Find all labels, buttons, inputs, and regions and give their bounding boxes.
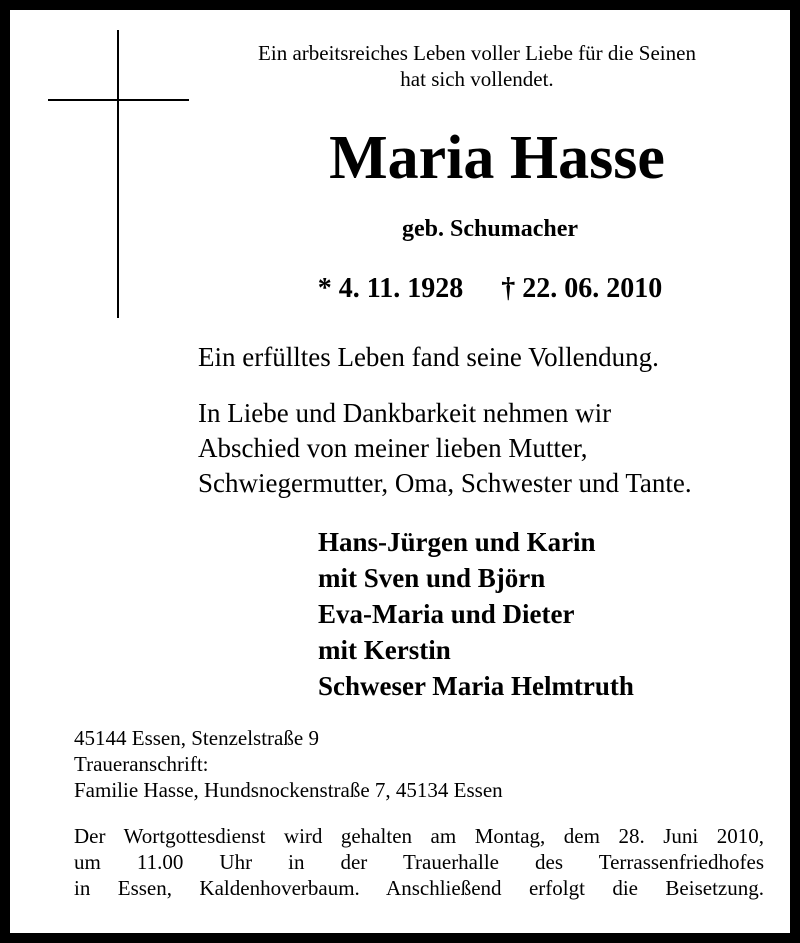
family-line-2: mit Sven und Björn — [318, 563, 546, 593]
family-line-3: Eva-Maria und Dieter — [318, 599, 575, 629]
intro-text — [190, 40, 764, 92]
farewell-line-1: In Liebe und Dankbarkeit nehmen wir — [198, 398, 612, 428]
service-line-1: Der Wortgottesdienst wird gehalten am Montag, dem 28. Juni 2010, — [74, 824, 764, 848]
family-line-5: Schweser Maria Helmtruth — [318, 671, 634, 701]
farewell-line-2: Abschied von meiner lieben Mutter, — [198, 433, 588, 463]
address-line-3: Familie Hasse, Hundsnockenstraße 7, 45134 Essen — [74, 778, 503, 802]
intro-line-2: hat sich vollendet. — [400, 67, 554, 91]
service-line-2: um 11.00 Uhr in der Trauerhalle des Terrassenfriedhofes — [74, 850, 764, 874]
family-list — [318, 524, 634, 704]
family-line-4: mit Kerstin — [318, 635, 451, 665]
motto-line: Ein erfülltes Leben fand seine Vollendung. — [198, 342, 659, 372]
maiden-name: geb. Schumacher — [402, 216, 578, 242]
death-date: † 22. 06. 2010 — [501, 273, 663, 304]
family-line-1: Hans-Jürgen und Karin — [318, 527, 596, 557]
cross-icon-horizontal — [48, 99, 189, 101]
address-line-1: 45144 Essen, Stenzelstraße 9 — [74, 726, 319, 750]
address-block — [74, 725, 503, 803]
farewell-text — [198, 396, 692, 501]
cross-icon-vertical — [117, 30, 119, 318]
life-dates — [190, 272, 790, 306]
service-line-3: in Essen, Kaldenhoverbaum. Anschließend erfolgt die Beisetzung. — [74, 876, 764, 900]
address-line-2: Traueranschrift: — [74, 752, 209, 776]
service-notice — [74, 823, 764, 901]
birth-date: * 4. 11. 1928 — [317, 273, 464, 304]
intro-line-1: Ein arbeitsreiches Leben voller Liebe für die Seinen — [258, 41, 696, 65]
deceased-name: Maria Hasse — [329, 124, 665, 192]
farewell-line-3: Schwiegermutter, Oma, Schwester und Tante. — [198, 468, 692, 498]
